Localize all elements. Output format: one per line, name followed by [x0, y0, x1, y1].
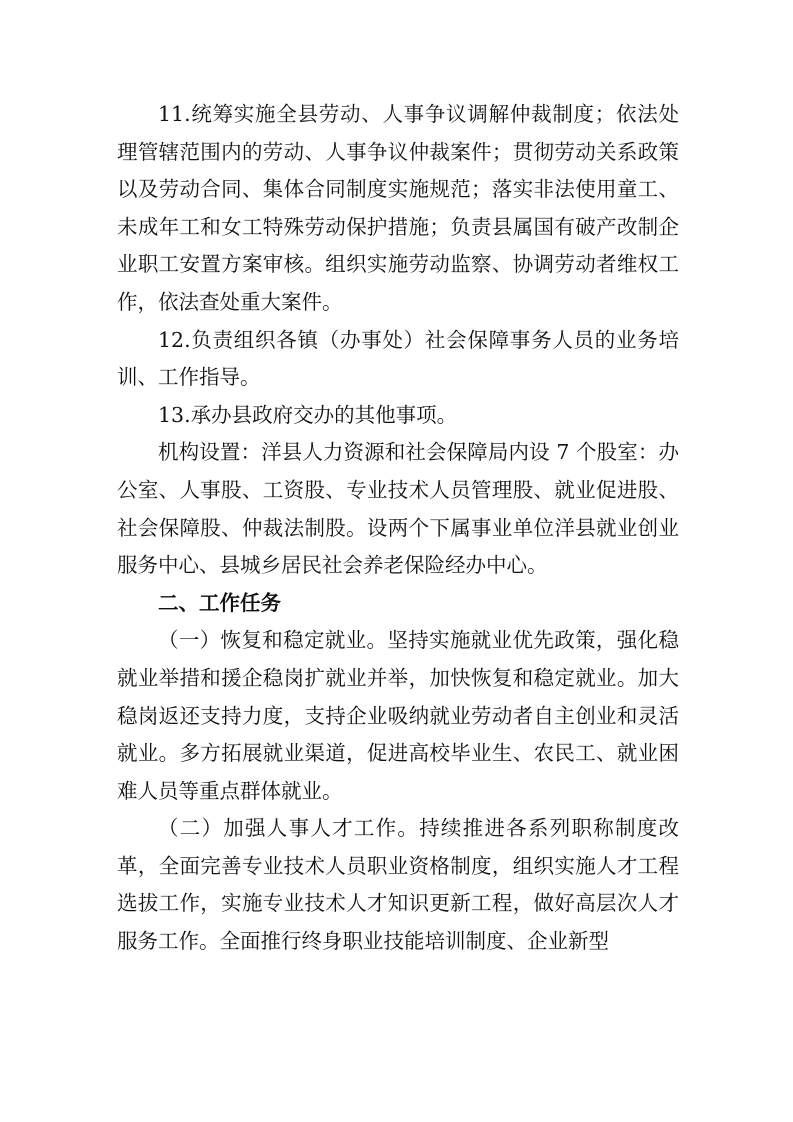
paragraph-item-12: 12.负责组织各镇（办事处）社会保障事务人员的业务培训、工作指导。	[117, 327, 679, 390]
document-body	[117, 96, 679, 961]
section-heading-work-tasks: 二、工作任务	[158, 590, 281, 615]
paragraph-item-13: 13.承办县政府交办的其他事项。	[158, 402, 458, 427]
paragraph-task-2: （二）加强人事人才工作。持续推进各系列职称制度改革，全面完善专业技术人员职业资格制度，组织实施人才工程选拔工作，实施专业技术人才知识更新工程，做好高层次人才服务工作。全面推行终身职业技能培训制度、企业新型	[117, 816, 679, 954]
paragraph-item-11: 11.统筹实施全县劳动、人事争议调解仲裁制度；依法处理管辖范围内的劳动、人事争议仲裁案件；贯彻劳动关系政策以及劳动合同、集体合同制度实施规范；落实非法使用童工、未成年工和女工特殊劳动保护措施；负责县属国有破产改制企业职工安置方案审核。组织实施劳动监察、协调劳动者维权工作，依法查处重大案件。	[117, 102, 679, 314]
paragraph-task-1: （一）恢复和稳定就业。坚持实施就业优先政策，强化稳就业举措和援企稳岗扩就业并举，加快恢复和稳定就业。加大稳岗返还支持力度，支持企业吸纳就业劳动者自主创业和灵活就业。多方拓展就业渠道，促进高校毕业生、农民工、就业困难人员等重点群体就业。	[117, 628, 679, 803]
paragraph-organization-setup: 机构设置：洋县人力资源和社会保障局内设 7 个股室：办公室、人事股、工资股、专业技术人员管理股、就业促进股、社会保障股、仲裁法制股。设两个下属事业单位洋县就业创业服务中心、县城乡居民社会养老保险经办中心。	[117, 440, 679, 578]
